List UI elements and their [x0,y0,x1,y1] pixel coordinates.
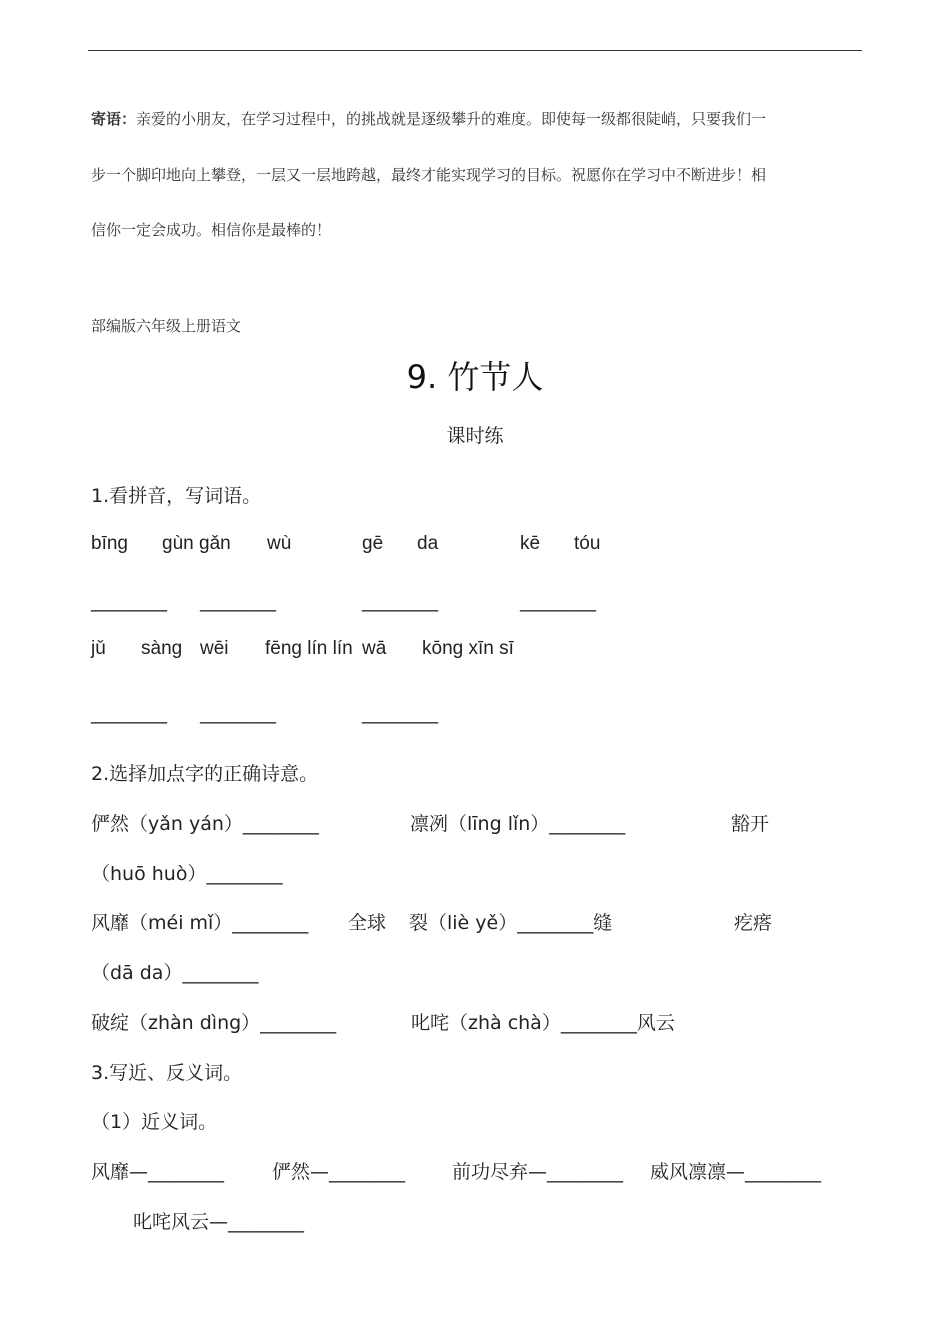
q2-item: 全球 [348,912,387,934]
q1-pinyin: tóu [574,533,601,554]
message-label: 寄语： [91,110,137,128]
q2-item: 风靡（méi mǐ）________ [91,912,309,934]
q3-heading: 3.写近、反义词。 [91,1062,243,1084]
q1-pinyin: fēng lín lín [265,638,353,659]
q2-item: （dā da）________ [91,962,259,984]
q3-item: 俨然—________ [272,1161,406,1183]
q2-item: 叱咤（zhà chà）________风云 [411,1012,675,1034]
q1-pinyin: kē [520,533,541,554]
q1-pinyin: bīng [91,533,128,554]
answer-blank[interactable]: ________ [91,702,167,724]
q3-item: 前功尽弃—________ [452,1161,624,1183]
q2-item: 凛冽（līng lǐn）________ [410,813,626,835]
message-line-3: 信你一定会成功。相信你是最棒的！ [91,221,332,239]
message-line-2: 步一个脚印地向上攀登，一层又一层地跨越，最终才能实现学习的目标。祝愿你在学习中不断进步！相 [91,166,767,184]
q1-pinyin: wēi [200,638,229,659]
q2-item: （huō huò）________ [91,863,283,885]
answer-blank[interactable]: ________ [200,702,276,724]
q1-pinyin: da [417,533,439,554]
q1-heading: 1.看拼音，写词语。 [91,485,262,507]
q2-item: 俨然（yǎn yán）________ [91,813,319,835]
page-subtitle: 课时练 [446,425,504,447]
q3-item: 风靡—________ [91,1161,225,1183]
message-line-1 [91,108,766,129]
answer-blank[interactable]: ________ [91,590,167,612]
q1-pinyin: gē [362,533,384,554]
q2-item: 疙瘩 [734,912,773,934]
header-rule [88,50,862,51]
q1-pinyin: gǎn [199,533,231,554]
q1-pinyin: wù [267,533,292,554]
q1-pinyin: kōng xīn sī [422,638,514,659]
q3-item: 威风凛凛—________ [650,1161,822,1183]
q2-item: 豁开 [731,813,770,835]
q2-item: 破绽（zhàn dìng）________ [91,1012,337,1034]
q1-pinyin: sàng [141,638,183,659]
q1-pinyin: jǔ [91,638,106,659]
subject-label: 部编版六年级上册语文 [91,317,242,335]
q1-pinyin: wā [362,638,387,659]
answer-blank[interactable]: ________ [520,590,596,612]
q3-subheading: （1）近义词。 [91,1111,218,1133]
answer-blank[interactable]: ________ [362,702,438,724]
q1-pinyin: gùn [162,533,194,554]
q3-item: 叱咤风云—________ [133,1211,305,1233]
q2-item: 裂（liè yě）________缝 [409,912,613,934]
page-title: 9. 竹节人 [406,358,544,396]
q2-heading: 2.选择加点字的正确诗意。 [91,763,319,785]
message-text-1: 亲爱的小朋友，在学习过程中，的挑战就是逐级攀升的难度。即使每一级都很陡峭，只要我们一 [136,110,767,128]
answer-blank[interactable]: ________ [200,590,276,612]
answer-blank[interactable]: ________ [362,590,438,612]
